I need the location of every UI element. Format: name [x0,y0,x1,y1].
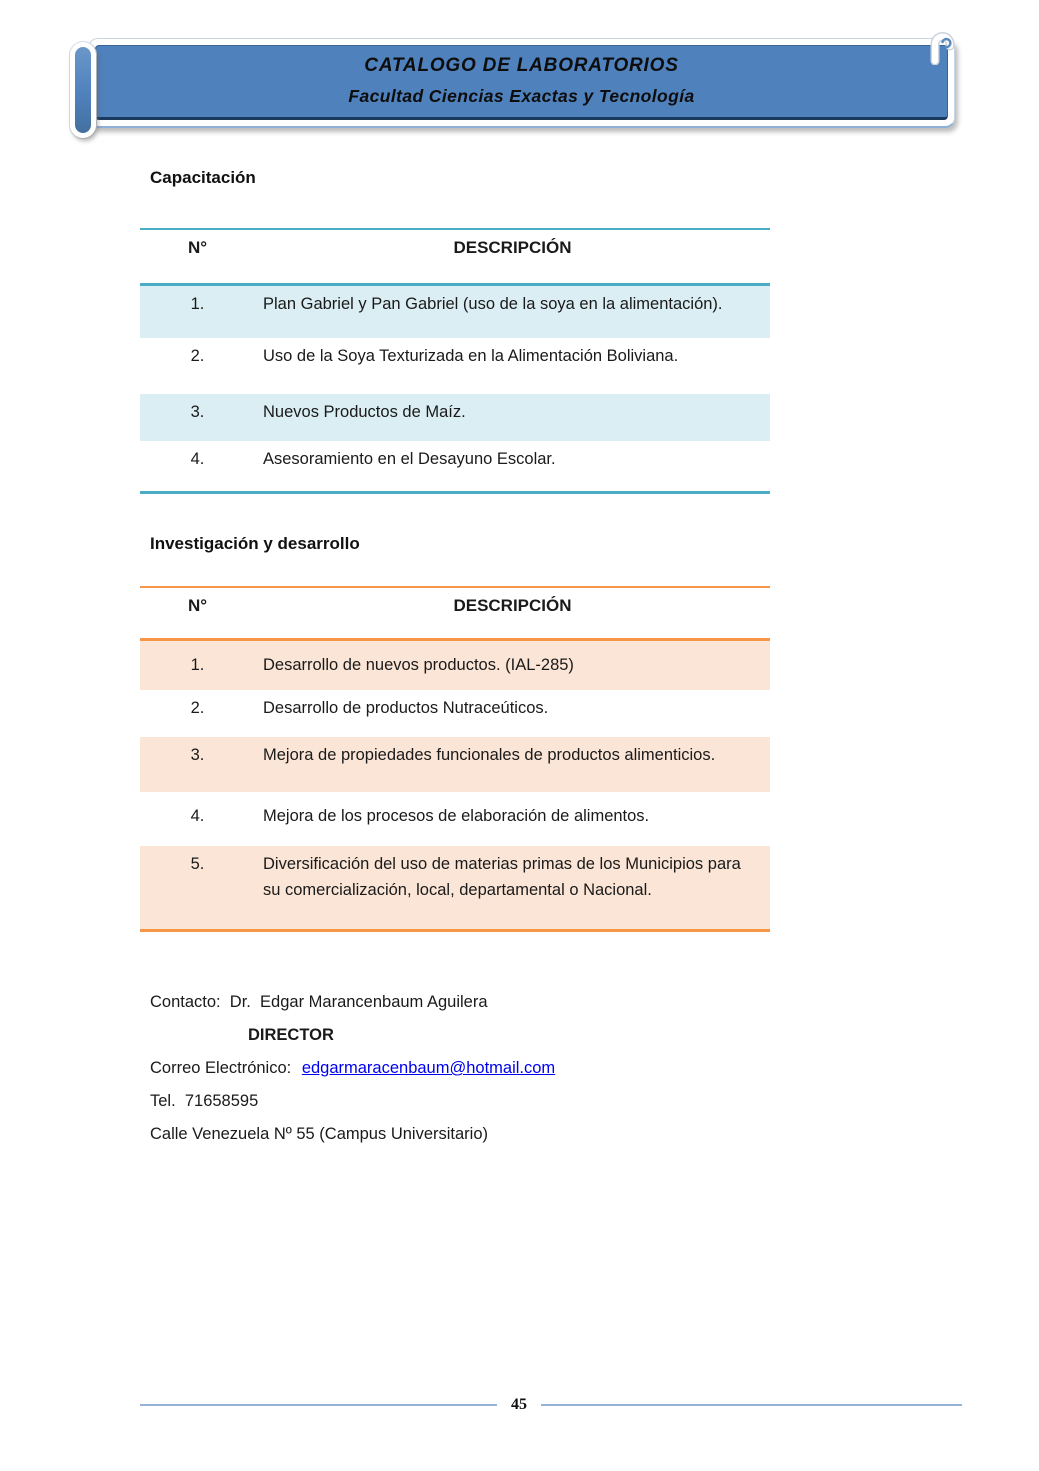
row-description: Asesoramiento en el Desayuno Escolar. [263,450,556,468]
row-number: 4. [190,450,205,468]
banner-frame [88,38,955,128]
col-header-descripcion: DESCRIPCIÓN [453,596,572,615]
contact-block [150,992,1039,1145]
investigacion-table-header [140,586,770,638]
page-footer [140,1396,962,1414]
contact-person-line: Contacto: Dr. Edgar Marancenbaum Aguilera [150,993,488,1011]
contact-email-line [150,1058,1039,1079]
header-banner [70,30,955,132]
faculty-subtitle: Facultad Ciencias Exactas y Tecnología [348,86,695,106]
scroll-rod-decoration [70,42,96,138]
row-description: Desarrollo de nuevos productos. (IAL-285) [263,656,574,674]
banner-body [95,45,948,120]
row-description: Mejora de los procesos de elaboración de alimentos. [263,807,650,825]
contact-role: DIRECTOR [248,1026,334,1044]
row-number: 5. [190,855,205,873]
row-number: 1. [190,656,205,674]
section-heading-capacitacion: Capacitación [150,168,256,187]
table-row [140,638,770,690]
capacitacion-table-body [140,283,770,491]
col-header-numero: N° [187,238,208,257]
row-number: 3. [190,746,205,764]
col-header-descripcion: DESCRIPCIÓN [453,238,572,257]
footer-rule-right [541,1404,962,1406]
row-number: 2. [190,347,205,365]
contact-phone-line: Tel. 71658595 [150,1092,259,1110]
contact-address-line: Calle Venezuela Nº 55 (Campus Universitario) [150,1125,489,1143]
table-row [140,394,770,441]
capacitacion-table [140,228,770,494]
row-description: Nuevos Productos de Maíz. [263,403,466,421]
investigacion-table-body [140,638,770,929]
table-row [140,690,770,737]
footer-rule-left [140,1404,497,1406]
row-description: Mejora de propiedades funcionales de productos alimenticios. [263,746,716,764]
row-description: Diversificación del uso de materias primas de los Municipios para su comercialización, local, departamental o Nacional. [263,855,741,899]
table-row [140,338,770,394]
row-description: Uso de la Soya Texturizada en la Alimentación Boliviana. [263,347,679,365]
catalog-title: CATALOGO DE LABORATORIOS [364,55,679,76]
table-row [140,441,770,491]
row-description: Plan Gabriel y Pan Gabriel (uso de la soya en la alimentación). [263,295,723,313]
scroll-rod-fill [75,47,91,133]
row-number: 4. [190,807,205,825]
page-number: 45 [511,1396,527,1413]
capacitacion-table-header [140,228,770,283]
row-description: Desarrollo de productos Nutraceúticos. [263,699,549,717]
investigacion-table [140,586,770,932]
table-row [140,283,770,338]
table-row [140,737,770,792]
table-row [140,846,770,929]
section-heading-investigacion: Investigación y desarrollo [150,534,360,553]
table-row [140,792,770,846]
row-number: 1. [190,295,205,313]
row-number: 2. [190,699,205,717]
email-link[interactable]: edgarmaracenbaum@hotmail.com [301,1059,556,1077]
email-label: Correo Electrónico: [150,1059,296,1077]
col-header-numero: N° [187,596,208,615]
scroll-curl-icon [926,29,958,70]
row-number: 3. [190,403,205,421]
